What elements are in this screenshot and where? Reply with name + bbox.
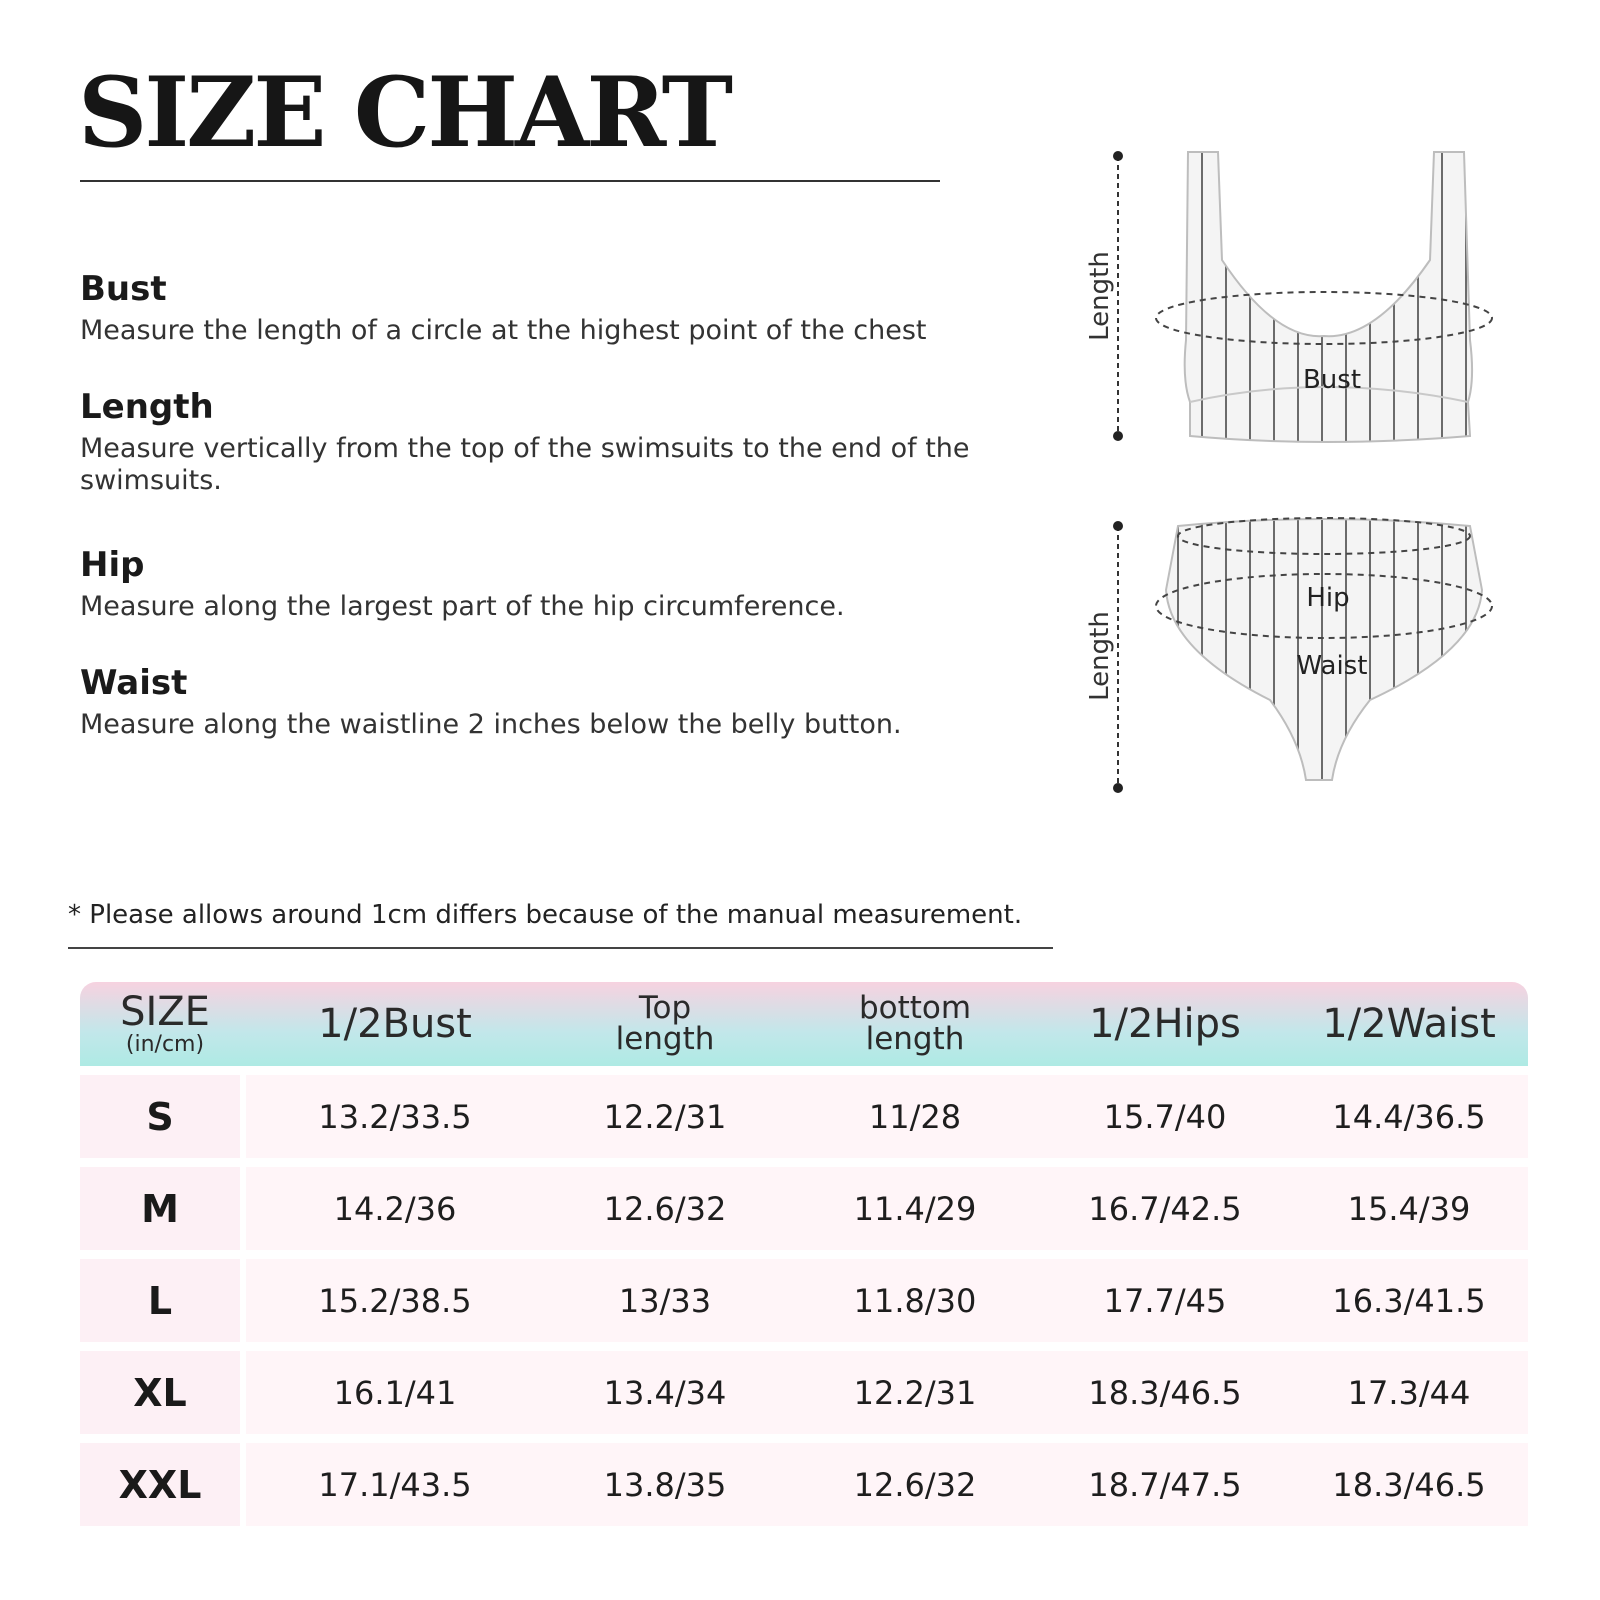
- table-cell: 11.8/30: [853, 1281, 977, 1320]
- table-row: [80, 1351, 1528, 1434]
- size-cell: XL: [80, 1351, 240, 1434]
- header-size: [80, 982, 250, 1066]
- header-bottom-length: [790, 982, 1040, 1066]
- header-top-length: [540, 982, 790, 1066]
- definition-description: Measure along the largest part of the hip circumference.: [80, 590, 845, 622]
- definition-description: Measure vertically from the top of the swimsuits to the end of the swimsuits.: [80, 432, 970, 497]
- note-underline: [68, 947, 1053, 949]
- table-cell: 18.3/46.5: [1088, 1373, 1242, 1412]
- size-cell: XXL: [80, 1443, 240, 1526]
- size-cell: S: [80, 1075, 240, 1158]
- table-row: [80, 1259, 1528, 1342]
- size-table-header: [80, 982, 1528, 1066]
- header-half-hips: [1040, 982, 1290, 1066]
- header-label: 1/2Bust: [318, 1001, 472, 1047]
- table-row: [80, 1075, 1528, 1158]
- bottom-length-marker: [1085, 521, 1123, 793]
- definition-length: [80, 386, 1010, 498]
- bust-label: Bust: [1302, 365, 1362, 395]
- waist-label: Waist: [1296, 651, 1368, 681]
- header-label: length: [865, 1021, 965, 1057]
- header-label: 1/2Hips: [1089, 1001, 1241, 1047]
- definition-description: Measure the length of a circle at the highest point of the chest: [80, 314, 927, 346]
- table-cell: 17.7/45: [1103, 1281, 1227, 1320]
- table-cell: 18.3/46.5: [1332, 1465, 1486, 1504]
- header-label: bottom: [858, 990, 972, 1026]
- definition-term: Bust: [80, 269, 167, 309]
- table-cell: 15.2/38.5: [318, 1281, 472, 1320]
- table-cell: 16.3/41.5: [1332, 1281, 1486, 1320]
- hip-label: Hip: [1306, 583, 1350, 613]
- table-cell: 17.1/43.5: [318, 1465, 472, 1504]
- page-title: SIZE CHART: [78, 56, 731, 169]
- bikini-bottom-illustration: [1156, 518, 1492, 780]
- table-cell: 15.7/40: [1103, 1097, 1227, 1136]
- table-cell: 13.8/35: [603, 1465, 727, 1504]
- size-cell: L: [80, 1259, 240, 1342]
- title-underline: [80, 180, 940, 182]
- definition-waist: [80, 662, 1010, 741]
- swimsuit-measurement-diagram: [1070, 140, 1590, 820]
- header-half-waist: [1290, 982, 1528, 1066]
- definition-term: Waist: [80, 663, 188, 703]
- bikini-top-illustration: [1156, 152, 1492, 442]
- header-label: length: [615, 1021, 715, 1057]
- table-cell: 14.4/36.5: [1332, 1097, 1486, 1136]
- table-cell: 13.4/34: [603, 1373, 727, 1412]
- table-cell: 12.2/31: [603, 1097, 727, 1136]
- header-unit: (in/cm): [125, 1032, 205, 1057]
- table-cell: 17.3/44: [1347, 1373, 1471, 1412]
- definition-bust: [80, 268, 1010, 347]
- top-length-marker: [1085, 151, 1123, 441]
- header-label: 1/2Waist: [1322, 1001, 1496, 1047]
- table-cell: 16.7/42.5: [1088, 1189, 1242, 1228]
- definition-term: Length: [80, 387, 214, 427]
- top-length-label: Length: [1085, 251, 1115, 341]
- table-cell: 12.2/31: [853, 1373, 977, 1412]
- table-cell: 13/33: [618, 1281, 712, 1320]
- definition-term: Hip: [80, 545, 145, 585]
- table-cell: 12.6/32: [603, 1189, 727, 1228]
- table-row: [80, 1443, 1528, 1526]
- header-label: Top: [638, 990, 692, 1026]
- table-cell: 11/28: [868, 1097, 962, 1136]
- size-table: [80, 982, 1528, 1526]
- definition-hip: [80, 544, 1010, 623]
- size-cell: M: [80, 1167, 240, 1250]
- definition-description: Measure along the waistline 2 inches below the belly button.: [80, 708, 902, 740]
- table-cell: 16.1/41: [333, 1373, 457, 1412]
- header-label: SIZE: [120, 989, 210, 1035]
- header-half-bust: [250, 982, 540, 1066]
- table-row: [80, 1167, 1528, 1250]
- table-cell: 11.4/29: [853, 1189, 977, 1228]
- bottom-length-label: Length: [1085, 611, 1115, 701]
- measurement-note: * Please allows around 1cm differs because of the manual measurement.: [68, 900, 1023, 930]
- table-cell: 14.2/36: [333, 1189, 457, 1228]
- table-cell: 18.7/47.5: [1088, 1465, 1242, 1504]
- table-cell: 12.6/32: [853, 1465, 977, 1504]
- table-cell: 13.2/33.5: [318, 1097, 472, 1136]
- table-cell: 15.4/39: [1347, 1189, 1471, 1228]
